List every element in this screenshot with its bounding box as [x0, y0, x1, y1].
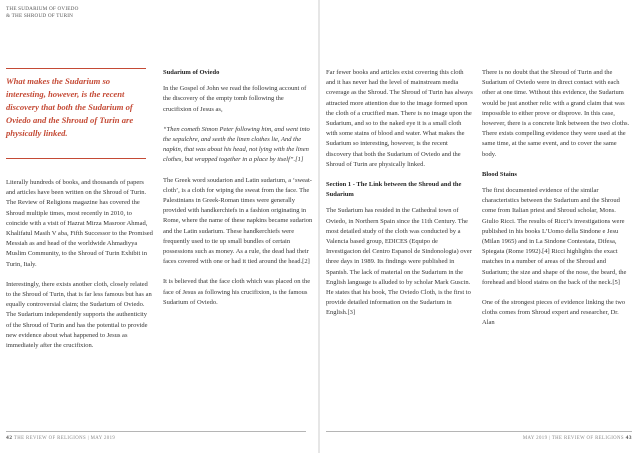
pull-quote: What makes the Sudarium so interesting, however, is the recent discovery that both the Sudarium of Oviedo and the Shroud of Turin are physically linked.	[6, 68, 146, 140]
running-head-line1: THE SUDARIUM OF OVIEDO	[6, 6, 79, 12]
body-paragraph: The first documented evidence of the similar characteristics between the Sudarium and the Shroud come from Italian priest and Shroud scholar, Mons. Giulio Ricci. The results of Ricci’s investigations were published in his books L’Uomo della Sindone e Jesu (Milan 1965) and in La Sindone Contestata, Difesa, Spiegata (Rome 1992).[4] Ricci highlights the exact matches in a number of areas of the Shroud and Sudarium; the size and shape of the nose, the beard, the forehead and blood stains on the back of the neck.[5]	[482, 187, 627, 286]
body-paragraph: Far fewer books and articles exist covering this cloth and it has never had the level of mainstream media coverage as the Shroud. The Shroud of Turin has always attracted more attention due to the image formed upon the cloth of a crucified man. There is no image upon the Sudarium, and so to the naked eye it is a small cloth with some stains of blood and water. What makes the Sudarium so interesting, however, is the recent discovery that both the Sudarium of Oviedo and the Shroud of Turin are physically linked.	[326, 69, 473, 168]
body-paragraph: Literally hundreds of books, and thousands of papers and articles have been written on the Shroud of Turin. The Review of Religions magazine has covered the Shroud multiple times, most recently in 2010, to coincide with a visit of Hazrat Mirza Masroor Ahmad, Khalifatul Masih V aba, Fifth Successor to the Promised Messiah as and head of the worldwide Ahmadiyya Muslim Community, to the Shroud of Turin Exhibit in Turin, Italy.	[6, 179, 153, 268]
body-paragraph: There is no doubt that the Shroud of Turin and the Sudarium of Oviedo were in direct contact with each other at one time. Without this evidence, the Sudarium would be just another relic with a grand claim that was impossible to either prove or disprove. In this case, however, there is a concrete link between the two cloths. There exists compelling evidence they were used at the same time, at the same event, and to cover the same body.	[482, 69, 630, 158]
footer-text-left: THE REVIEW OF RELIGIONS | MAY 2019	[13, 436, 116, 441]
right-column-2	[482, 68, 632, 339]
left-footer	[6, 431, 306, 441]
right-page	[320, 0, 638, 453]
page-number-left: 42	[6, 435, 13, 441]
body-paragraph: The Greek word soudarion and Latin sudarium, a ‘sweat-cloth’, is a cloth for wiping the sweat from the face. The Palestinians in Greek-Roman times were generally provided with handkerchiefs in a fashion originating in Rome, where the name of these napkins became sudarion and the Latin sudarium. These handkerchiefs were frequently used to tie up small bundles of certain possessions such as money. As a rule, the dead had their faces covered with one or had it tied around the head.[2]	[163, 176, 313, 266]
page-number-right: 43	[625, 435, 632, 441]
running-head	[6, 6, 79, 20]
running-head-line2: & THE SHROUD OF TURIN	[6, 13, 74, 19]
left-column-1	[6, 178, 154, 361]
section-heading: Section 1 - The Link between the Shroud and the Sudarium	[326, 181, 462, 199]
body-paragraph: Interestingly, there exists another cloth, closely related to the Shroud of Turin, that is far less famous but has an equally controversial claim; the Sudarium of Oviedo. The Sudarium independently supports the authenticity of the Shroud of Turin and has the potential to provide new evidence about what happened to Jesus as immediately after the crucifixion.	[6, 280, 152, 350]
right-column-1	[326, 68, 474, 329]
body-paragraph: One of the strongest pieces of evidence linking the two cloths comes from Shroud expert and researcher, Dr. Alan	[482, 299, 626, 327]
footer-text-right: MAY 2019 | THE REVIEW OF RELIGIONS	[522, 436, 624, 441]
left-page	[0, 0, 318, 453]
pull-quote-rule	[6, 158, 146, 159]
right-footer	[326, 431, 632, 441]
section-heading: Sudarium of Oviedo	[163, 69, 220, 76]
body-paragraph: In the Gospel of John we read the following account of the discovery of the empty tomb following the crucifixion of Jesus as,	[163, 85, 307, 113]
gospel-quote: “Then cometh Simon Peter following him, and went into the sepulchre, and seeth the linen clothes lie, And the napkin, that was about his head, not lying with the linen clothes, but wrapped together in a place by itself”.[1]	[163, 125, 310, 164]
section-heading: Blood Stains	[482, 170, 517, 178]
body-paragraph: The Sudarium has resided in the Cathedral town of Oviedo, in Northern Spain since the 11th Century. The most detailed study of the cloth was conducted by a Valencia based group, EDICES (Equipo de Investigacion del Centro Espanol de Sindonologia) over three days in 1989. Its findings were published in Spanish. The lack of material on the Sudarium in the English language is alluded to by scholar Mark Guscin. He states that his book, The Oviedo Cloth, is the first to provide detailed information on the Sudarium in English.[3]	[326, 207, 472, 317]
left-column-2	[163, 68, 313, 318]
body-paragraph: It is believed that the face cloth which was placed on the face of Jesus as following his crucifixion, is the famous Sudarium of Oviedo.	[163, 278, 311, 306]
